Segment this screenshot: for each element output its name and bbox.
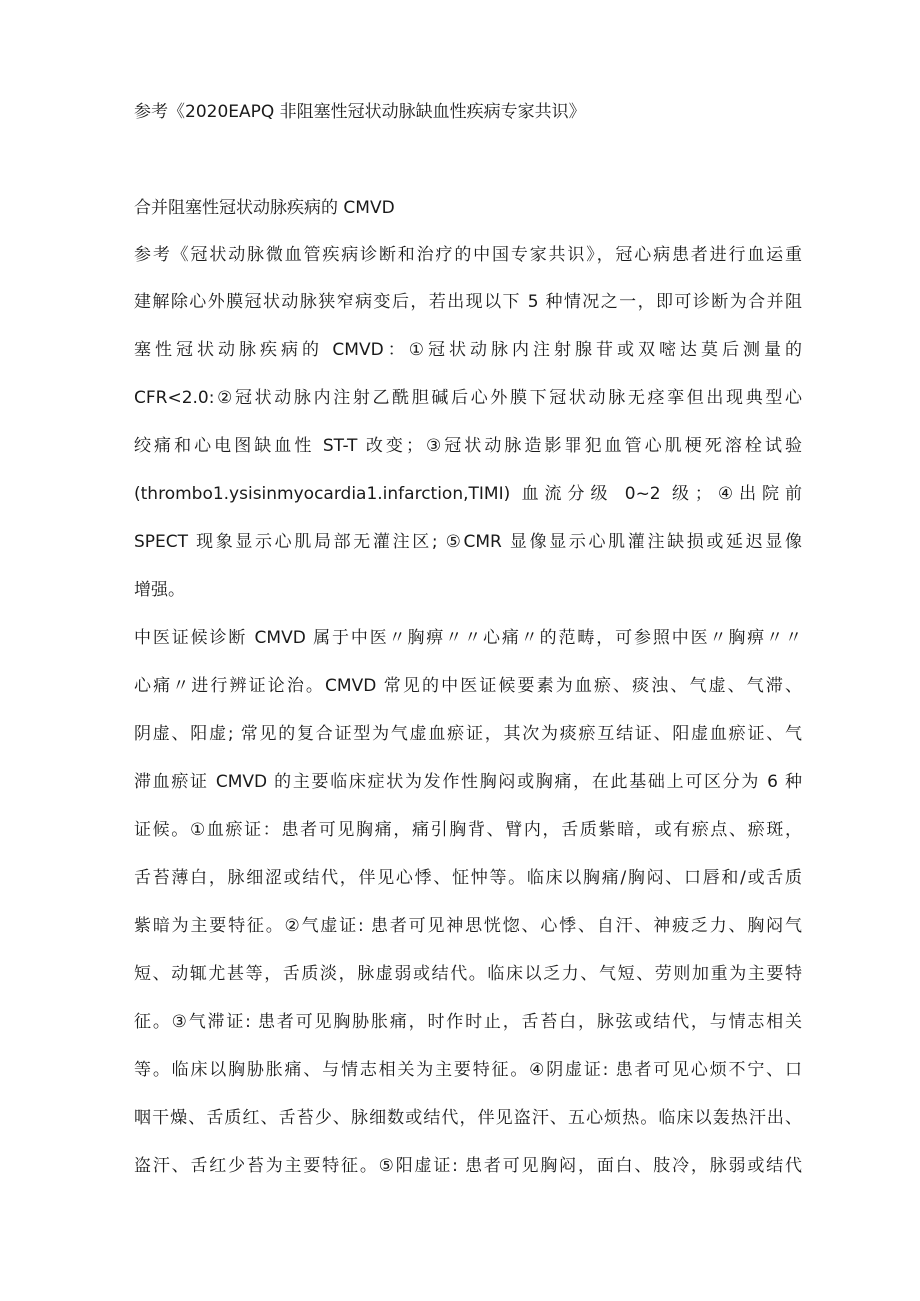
paragraph-line: 等。临床以胸胁胀痛、与情志相关为主要特征。④阴虚证: 患者可见心烦不宁、口 (134, 1060, 802, 1080)
paragraph-line: 咽干燥、舌质红、舌苔少、脉细数或结代，伴见盗汗、五心烦热。临床以轰热汗出、 (134, 1108, 802, 1128)
paragraph-line: 参考《冠状动脉微血管疾病诊断和治疗的中国专家共识》，冠心病患者进行血运重 (134, 245, 802, 265)
paragraph-line: 盗汗、舌红少苔为主要特征。⑤阳虚证: 患者可见胸闷，面白、肢冷，脉弱或结代 (134, 1156, 802, 1176)
paragraph-line: 舌苔薄白，脉细涩或结代，伴见心悸、怔忡等。临床以胸痛/胸闷、口唇和/或舌质 (134, 868, 802, 888)
paragraph-line: 中医证候诊断 CMVD 属于中医〃胸痹〃〃心痛〃的范畴，可参照中医〃胸痹〃〃 (134, 628, 802, 648)
paragraph-line: 滞血瘀证 CMVD 的主要临床症状为发作性胸闷或胸痛，在此基础上可区分为 6 种 (134, 772, 802, 792)
paragraph-line: 心痛〃进行辨证论治。CMVD 常见的中医证候要素为血瘀、痰浊、气虚、气滞、 (134, 676, 802, 696)
paragraph-line: 阴虚、阳虚; 常见的复合证型为气虚血瘀证，其次为痰瘀互结证、阳虚血瘀证、气 (134, 724, 802, 744)
reference-line: 参考《2020EAPQ 非阻塞性冠状动脉缺血性疾病专家共识》 (134, 102, 586, 122)
paragraph-line: 证候。①血瘀证：患者可见胸痛，痛引胸背、臂内，舌质紫暗，或有瘀点、瘀斑， (134, 820, 802, 840)
section-heading: 合并阻塞性冠状动脉疾病的 CMVD (134, 198, 395, 218)
paragraph-line: 绞痛和心电图缺血性 ST-T 改变；③冠状动脉造影罪犯血管心肌梗死溶栓试验 (134, 436, 802, 456)
paragraph-line: 征。③气滞证: 患者可见胸胁胀痛，时作时止，舌苔白，脉弦或结代，与情志相关 (134, 1012, 802, 1032)
paragraph-line: SPECT 现象显示心肌局部无灌注区; ⑤CMR 显像显示心肌灌注缺损或延迟显像 (134, 532, 802, 552)
paragraph-line: CFR<2.0:②冠状动脉内注射乙酰胆碱后心外膜下冠状动脉无痉挛但出现典型心 (134, 388, 802, 408)
paragraph-line: 紫暗为主要特征。②气虚证: 患者可见神思恍惚、心悸、自汗、神疲乏力、胸闷气 (134, 916, 802, 936)
paragraph-line: 增强。 (134, 580, 185, 600)
paragraph-line: (thrombo1.ysisinmyocardia1.infarction,TIMI) 血流分级 0~2 级；④出院前 (134, 484, 802, 504)
paragraph-line: 建解除心外膜冠状动脉狭窄病变后，若出现以下 5 种情况之一，即可诊断为合并阻 (134, 292, 802, 312)
paragraph-line: 短、动辄尤甚等，舌质淡，脉虚弱或结代。临床以乏力、气短、劳则加重为主要特 (134, 964, 802, 984)
paragraph-line: 塞性冠状动脉疾病的 CMVD：①冠状动脉内注射腺苷或双嘧达莫后测量的 (134, 340, 802, 360)
